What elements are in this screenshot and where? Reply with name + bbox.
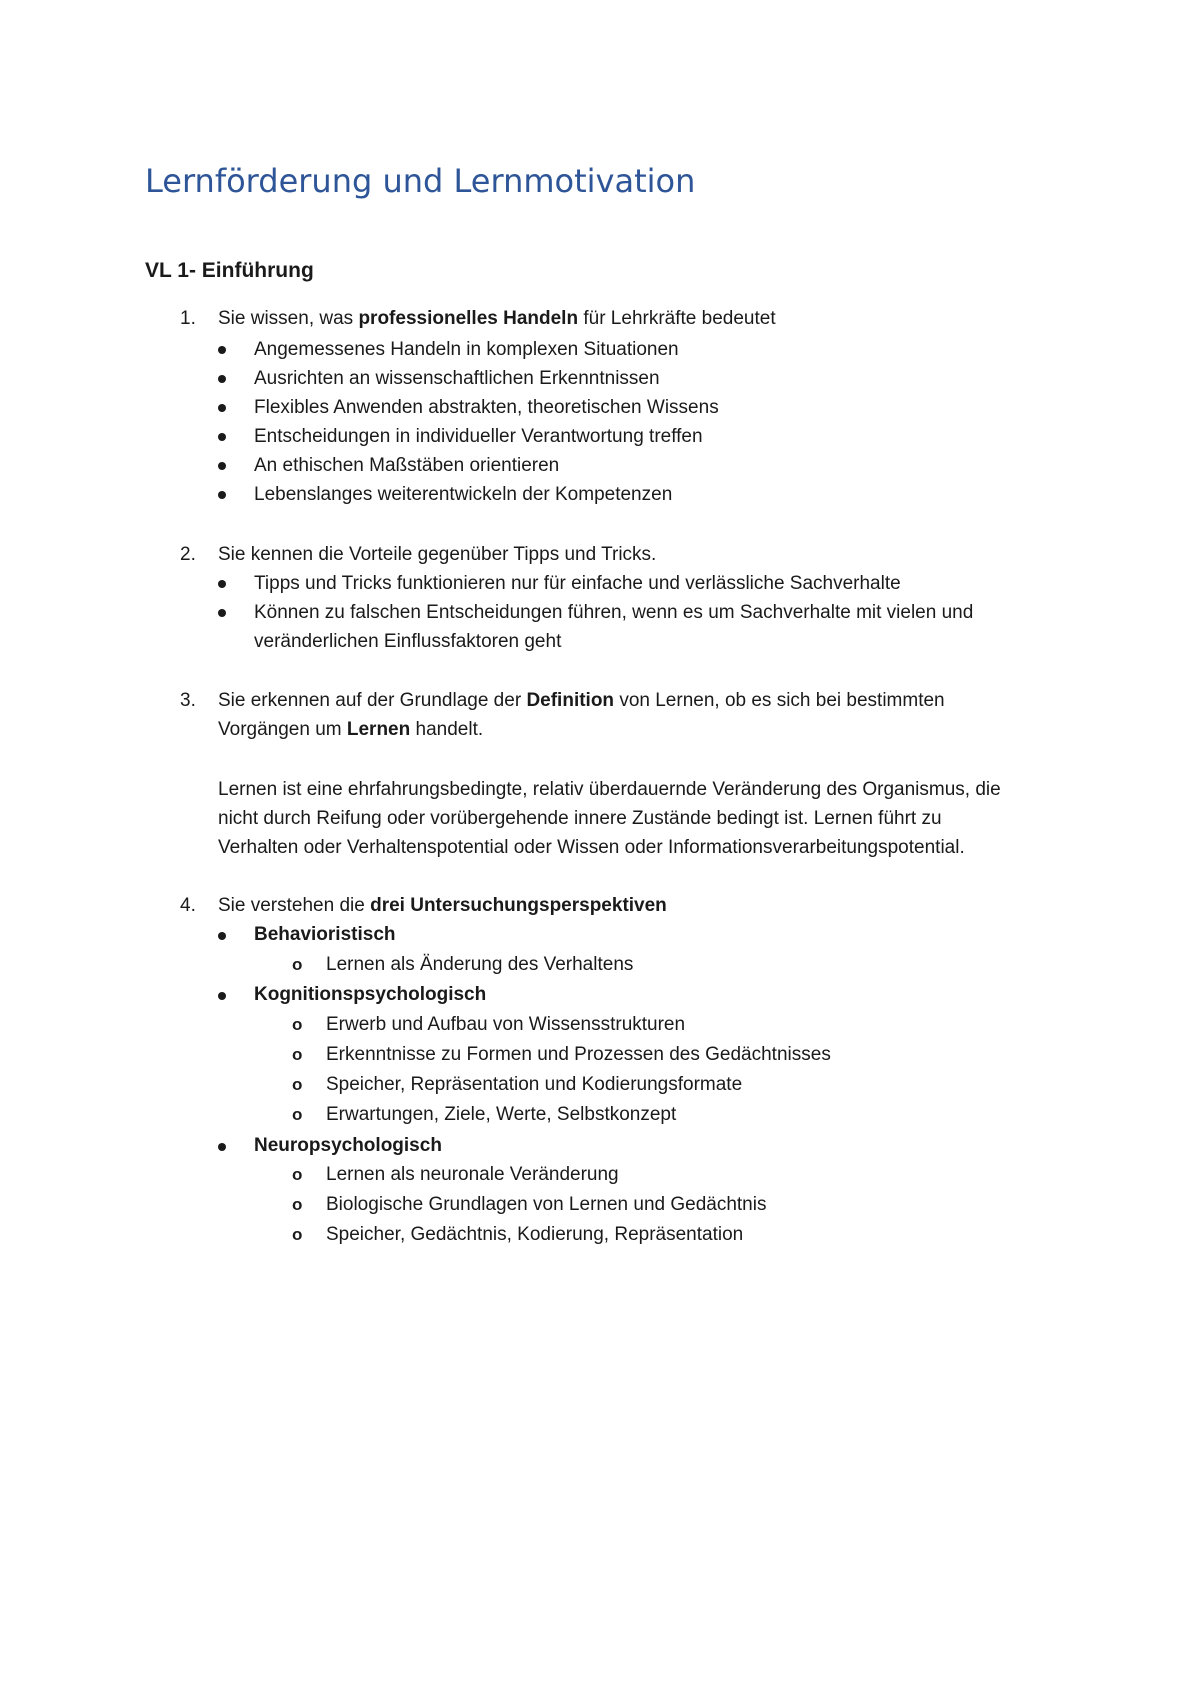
sub-bullet-icon: o: [292, 1045, 303, 1064]
bullet-item: Entscheidungen in individueller Verantwortung treffen: [254, 426, 703, 447]
lead-text: von Lernen, ob es sich bei bestimmten: [614, 690, 945, 711]
sub-bullet-item: Erwerb und Aufbau von Wissensstrukturen: [326, 1014, 686, 1035]
sub-bullet-icon: o: [292, 1075, 303, 1094]
lead-bold-text: drei Untersuchungsperspektiven: [370, 895, 667, 916]
bullet-item: Flexibles Anwenden abstrakten, theoretischen Wissens: [254, 397, 719, 418]
bullet-item: An ethischen Maßstäben orientieren: [254, 455, 560, 476]
group-heading-text: Behavioristisch: [254, 924, 396, 945]
bullet-icon: [218, 375, 226, 383]
group-heading-text: Neuropsychologisch: [254, 1135, 442, 1156]
list-item-lead: [218, 689, 945, 713]
lead-text: Vorgängen um: [218, 719, 347, 740]
lead-text: Sie erkennen auf der Grundlage der: [218, 690, 527, 711]
sub-bullet-icon: o: [292, 1015, 303, 1034]
bullet-item: Angemessenes Handeln in komplexen Situationen: [254, 339, 679, 360]
sub-bullet-item: Speicher, Gedächtnis, Kodierung, Repräsentation: [326, 1224, 744, 1245]
bullet-item-continuation: veränderlichen Einflussfaktoren geht: [254, 631, 562, 652]
sub-bullet-item: Erkenntnisse zu Formen und Prozessen des Gedächtnisses: [326, 1044, 831, 1065]
bullet-item: Lebenslanges weiterentwickeln der Kompetenzen: [254, 484, 673, 505]
section-heading: VL 1- Einführung: [145, 259, 314, 282]
sub-bullet-icon: o: [292, 1165, 303, 1184]
definition-line: Lernen ist eine ehrfahrungsbedingte, relativ überdauernde Veränderung des Organismus, die: [218, 779, 1001, 800]
lead-text: handelt.: [410, 719, 484, 740]
list-item-lead: Sie kennen die Vorteile gegenüber Tipps und Tricks.: [218, 544, 657, 565]
bullet-icon: [218, 932, 226, 940]
definition-line: nicht durch Reifung oder vorübergehende innere Zustände bedingt ist. Lernen führt zu: [218, 808, 942, 829]
lead-text: Sie wissen, was: [218, 308, 359, 329]
list-number: 1.: [180, 308, 196, 329]
lead-bold-text: Definition: [526, 690, 615, 711]
bullet-item: Können zu falschen Entscheidungen führen, wenn es um Sachverhalte mit vielen und: [254, 602, 974, 623]
bullet-item: Ausrichten an wissenschaftlichen Erkenntnissen: [254, 368, 660, 389]
sub-bullet-icon: o: [292, 1225, 303, 1244]
sub-bullet-item: Speicher, Repräsentation und Kodierungsformate: [326, 1074, 743, 1095]
group-heading-text: Kognitionspsychologisch: [254, 984, 487, 1005]
group-heading: [254, 983, 486, 1007]
bullet-icon: [218, 992, 226, 1000]
sub-bullet-icon: o: [292, 955, 303, 974]
sub-bullet-icon: o: [292, 1105, 303, 1124]
lead-bold-text: Lernen: [346, 719, 411, 740]
bullet-icon: [218, 462, 226, 470]
list-number: 3.: [180, 690, 196, 711]
bullet-icon: [218, 404, 226, 412]
definition-line: Verhalten oder Verhaltenspotential oder Wissen oder Informationsverarbeitungspotential.: [218, 837, 965, 858]
sub-bullet-icon: o: [292, 1195, 303, 1214]
sub-bullet-item: Biologische Grundlagen von Lernen und Gedächtnis: [326, 1194, 767, 1215]
bullet-icon: [218, 433, 226, 441]
bullet-icon: [218, 580, 226, 588]
lead-text: für Lehrkräfte bedeutet: [578, 308, 776, 329]
list-item-lead: [218, 894, 667, 918]
list-item-lead: [218, 307, 776, 331]
bullet-item: Tipps und Tricks funktionieren nur für einfache und verlässliche Sachverhalte: [254, 573, 901, 594]
sub-bullet-item: Erwartungen, Ziele, Werte, Selbstkonzept: [326, 1104, 677, 1125]
document-title: Lernförderung und Lernmotivation: [145, 162, 696, 200]
bullet-icon: [218, 491, 226, 499]
bullet-icon: [218, 346, 226, 354]
list-item-lead: [218, 718, 483, 742]
list-number: 4.: [180, 895, 196, 916]
lead-bold-text: professionelles Handeln: [358, 308, 579, 329]
lead-text: Sie verstehen die: [218, 895, 371, 916]
group-heading: [254, 923, 396, 947]
sub-bullet-item: Lernen als neuronale Veränderung: [326, 1164, 619, 1185]
list-number: 2.: [180, 544, 196, 565]
bullet-icon: [218, 609, 226, 617]
bullet-icon: [218, 1143, 226, 1151]
group-heading: [254, 1134, 442, 1158]
sub-bullet-item: Lernen als Änderung des Verhaltens: [326, 954, 634, 975]
